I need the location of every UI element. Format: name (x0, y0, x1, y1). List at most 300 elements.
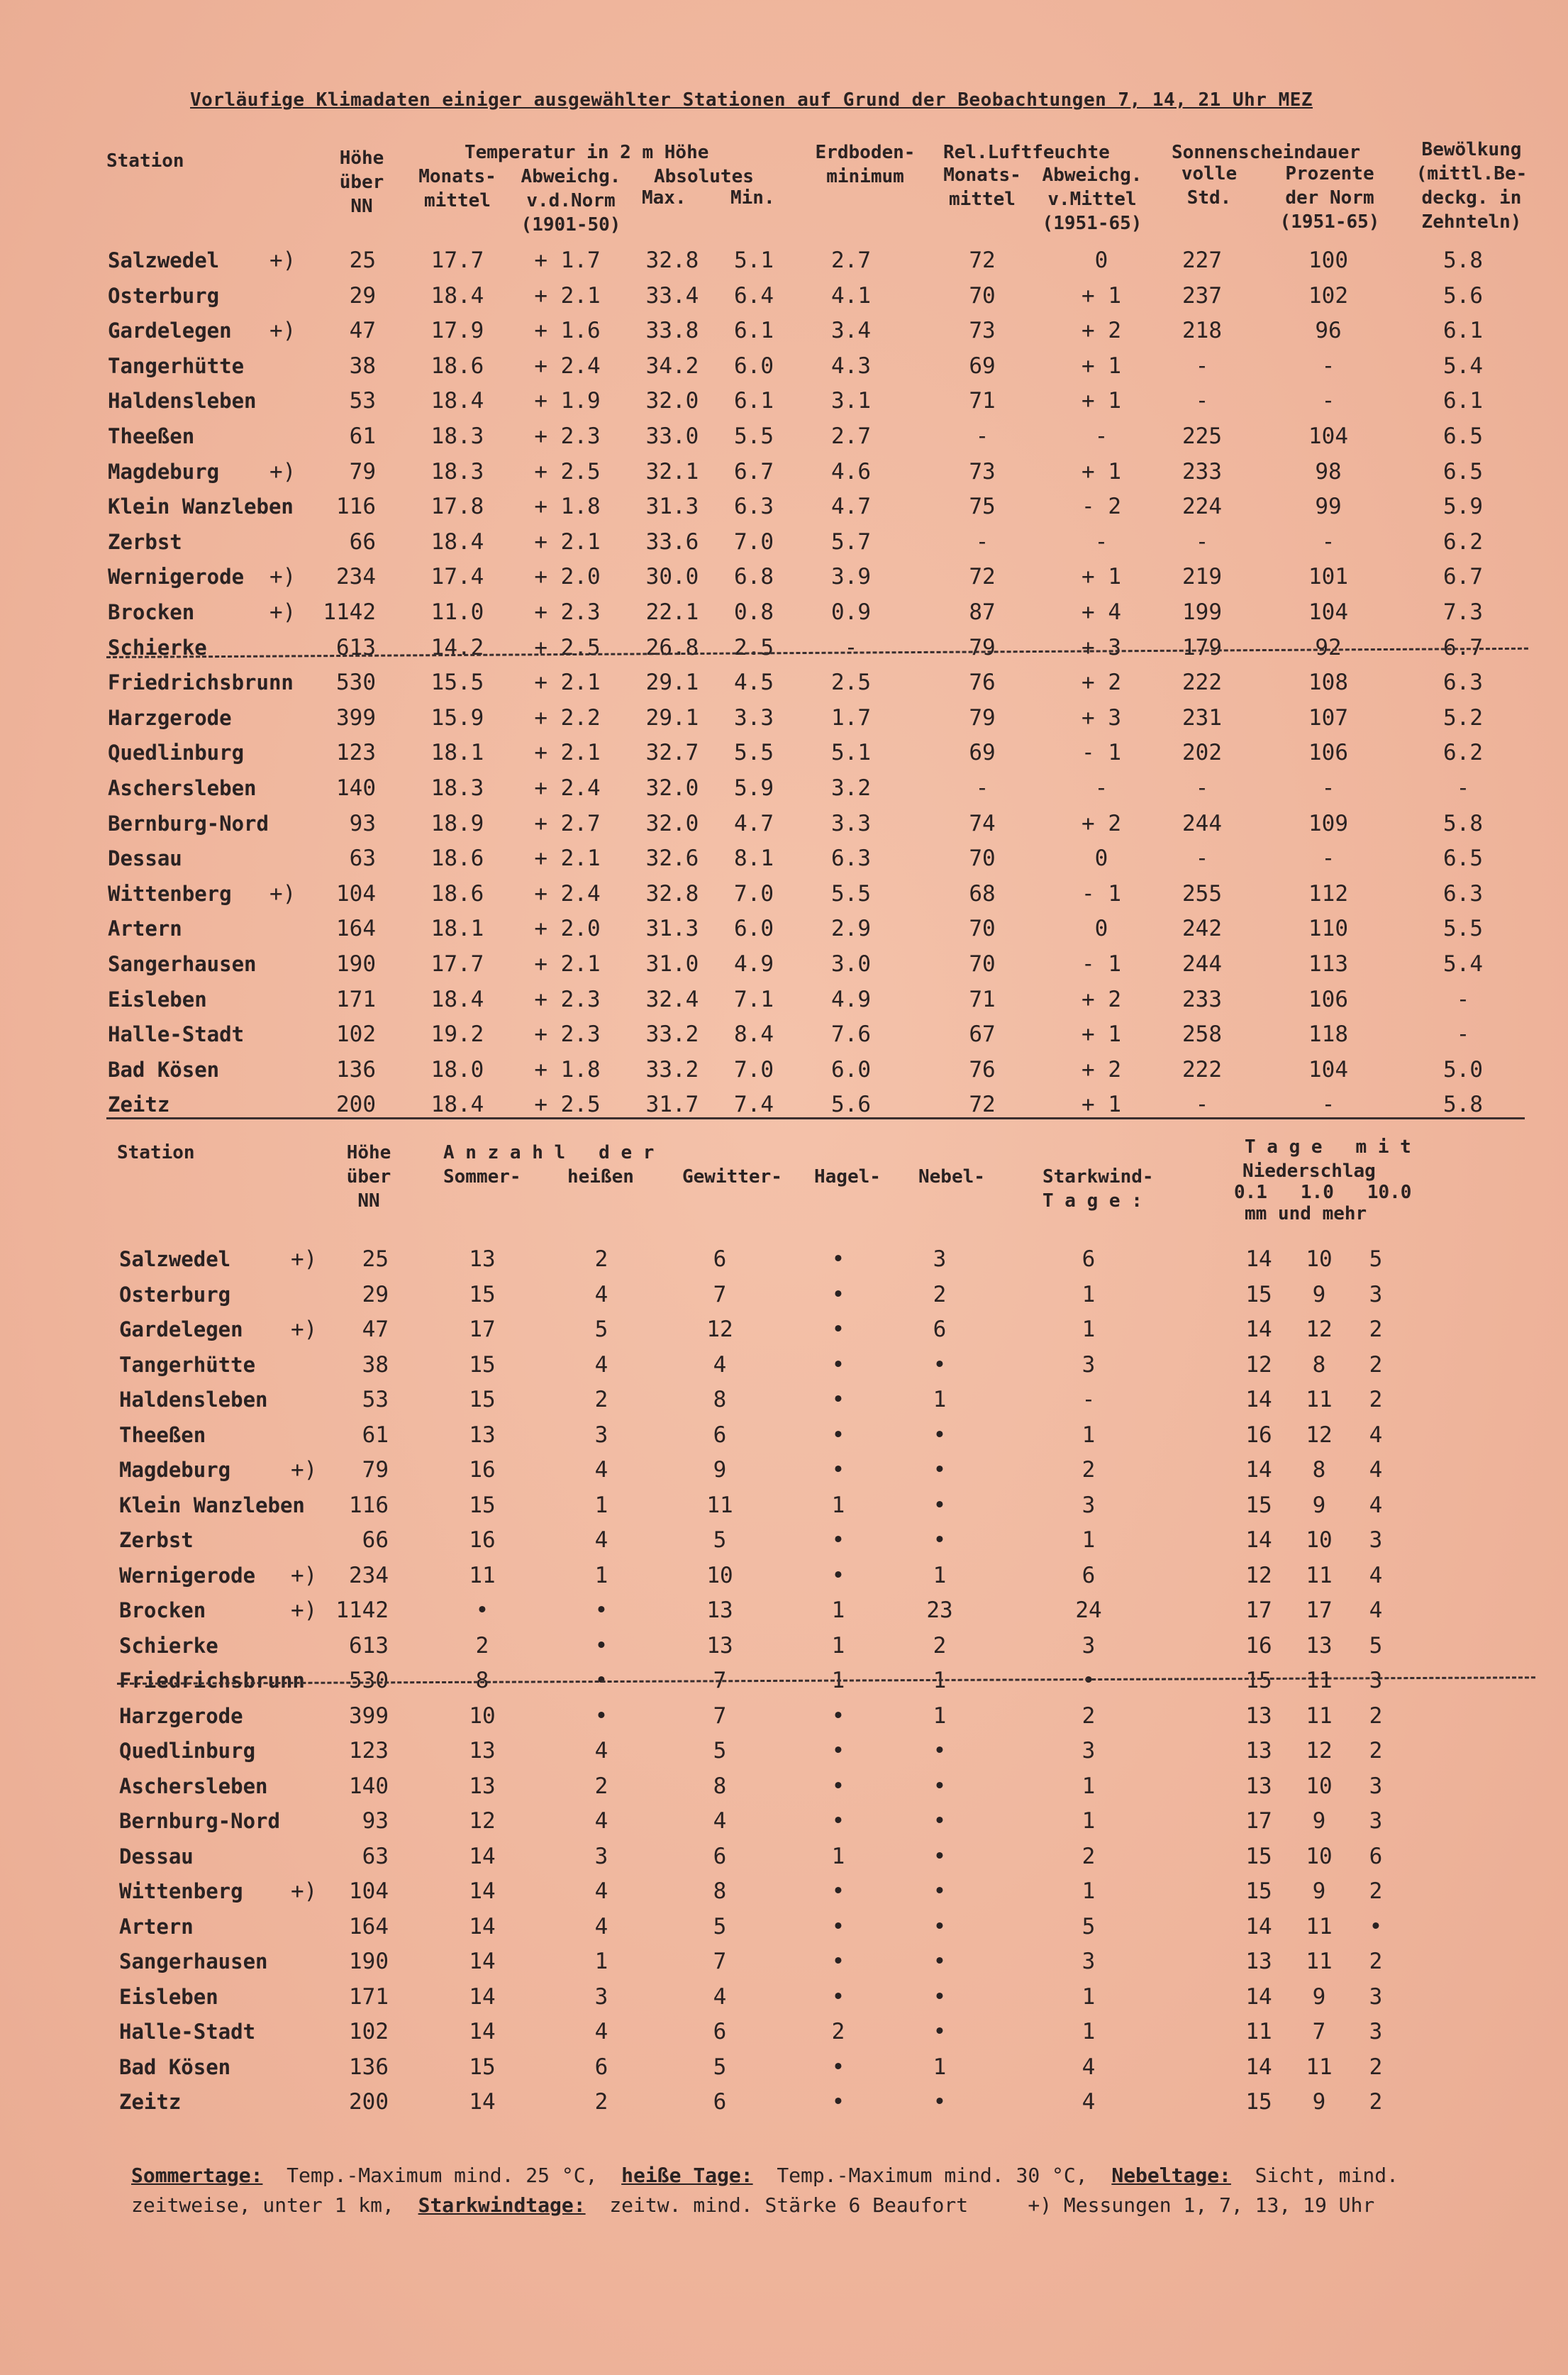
gewittertage-cell: 5 (713, 2054, 727, 2080)
monatsmittel-cell: 18.4 (430, 528, 484, 555)
min-cell: 5.9 (734, 775, 774, 801)
niederschlag-01-cell: 14 (1245, 1246, 1272, 1272)
erdboden-cell: 1.7 (831, 704, 871, 731)
abweichung-cell: + 2.0 (534, 916, 601, 942)
heisse-tage-cell: 4 (594, 2019, 608, 2044)
footnote-starkwind-text: zeitw. mind. Stärke 6 Beaufort (609, 2193, 969, 2217)
niederschlag-01-cell: 17 (1245, 1598, 1272, 1623)
feuchte-mittel-cell: 72 (969, 564, 996, 590)
niederschlag-01-cell: 14 (1245, 1527, 1272, 1553)
min-cell: 6.8 (734, 564, 774, 590)
station-name: Theeßen (119, 1422, 206, 1447)
sommertage-cell: 14 (469, 2089, 496, 2115)
footnote-messungen: +) Messungen 1, 7, 13, 19 Uhr (1028, 2193, 1375, 2217)
niederschlag-01-cell: 14 (1245, 1983, 1272, 2010)
niederschlag-100-cell: 2 (1369, 2054, 1383, 2080)
erdboden-cell: 2.7 (831, 248, 871, 273)
t2-header-schwellen: 0.1 1.0 10.0 (1234, 1182, 1412, 1203)
min-cell: 6.4 (734, 282, 774, 309)
sonne-proz-cell: 110 (1308, 916, 1348, 942)
niederschlag-10-cell: 11 (1306, 1949, 1333, 1974)
nebeltage-cell: 6 (933, 1317, 947, 1342)
niederschlag-100-cell: 3 (1369, 2019, 1383, 2044)
gewittertage-cell: 6 (713, 2089, 727, 2115)
monatsmittel-cell: 18.3 (430, 423, 484, 449)
hoehe-cell: 53 (349, 388, 376, 414)
erdboden-cell: 3.2 (831, 775, 871, 801)
t2-header-tage-mit: T a g e m i t (1245, 1136, 1411, 1158)
t1-header-sonne-group: Sonnenscheindauer (1172, 142, 1361, 163)
sommertage-cell: 11 (469, 1562, 496, 1588)
monatsmittel-cell: 18.4 (430, 1092, 484, 1118)
t1-header-bewoelkung: Bewölkung (mittl.Be- deckg. in Zehnteln) (1416, 139, 1528, 233)
nebeltage-cell: • (933, 1808, 947, 1834)
station-name: Aschersleben (119, 1773, 268, 1798)
abweichung-cell: + 2.3 (534, 986, 601, 1012)
hoehe-cell: 399 (336, 704, 376, 731)
sommertage-cell: 8 (475, 1668, 489, 1693)
abweichung-cell: + 1.7 (534, 248, 601, 273)
max-cell: 30.0 (645, 564, 699, 590)
niederschlag-100-cell: 4 (1369, 1422, 1383, 1448)
bewoelkung-cell: 6.1 (1443, 388, 1483, 414)
gewittertage-cell: 13 (706, 1632, 733, 1659)
niederschlag-01-cell: 13 (1245, 1949, 1272, 1974)
hoehe-cell: 47 (349, 318, 376, 344)
niederschlag-01-cell: 15 (1245, 1492, 1272, 1518)
bewoelkung-cell: 5.9 (1443, 494, 1483, 520)
hoehe-cell: 140 (349, 1773, 389, 1799)
niederschlag-10-cell: 10 (1306, 1527, 1333, 1553)
page-title: Vorläufige Klimadaten einiger ausgewählter Stationen auf Grund der Beobachtungen 7, 14, 21 Uhr MEZ (190, 89, 1313, 111)
nebeltage-cell: • (933, 1913, 947, 1939)
hoehe-cell: 613 (349, 1632, 389, 1659)
footnote-line2-start: zeitweise, unter 1 km, (131, 2193, 394, 2217)
station-name: Osterburg (119, 1282, 231, 1307)
station-name: Zerbst (119, 1528, 194, 1552)
erdboden-cell: 3.9 (831, 564, 871, 590)
hageltage-cell: • (831, 1983, 845, 2010)
station-name: Artern (108, 917, 182, 941)
niederschlag-01-cell: 14 (1245, 1457, 1272, 1483)
monatsmittel-cell: 18.4 (430, 986, 484, 1012)
marker-cell: +) (269, 880, 296, 907)
niederschlag-100-cell: 5 (1369, 1246, 1383, 1272)
sonne-proz-cell: 92 (1315, 634, 1342, 660)
abweichung-cell: + 1.8 (534, 1056, 601, 1083)
hoehe-cell: 190 (336, 951, 376, 977)
sonne-std-cell: 244 (1182, 810, 1222, 836)
niederschlag-10-cell: 17 (1306, 1598, 1333, 1623)
monatsmittel-cell: 18.3 (430, 458, 484, 485)
hoehe-cell: 200 (349, 2089, 389, 2115)
heisse-tage-cell: 2 (594, 1773, 608, 1799)
feuchte-mittel-cell: 72 (969, 1092, 996, 1118)
station-name: Wittenberg (108, 881, 232, 906)
heisse-tage-cell: • (594, 1632, 608, 1659)
sonne-std-cell: 224 (1182, 494, 1222, 520)
sonne-proz-cell: - (1321, 353, 1335, 379)
starkwindtage-cell: 1 (1082, 1773, 1096, 1799)
sommertage-cell: 16 (469, 1527, 496, 1553)
feuchte-mittel-cell: 79 (969, 704, 996, 731)
heisse-tage-cell: 2 (594, 2089, 608, 2115)
gewittertage-cell: 13 (706, 1598, 733, 1623)
sonne-std-cell: 237 (1182, 282, 1222, 309)
niederschlag-10-cell: 11 (1306, 1562, 1333, 1588)
t2-header-hagel: Hagel- (814, 1166, 881, 1188)
hoehe-cell: 79 (349, 458, 376, 485)
bewoelkung-cell: 5.2 (1443, 704, 1483, 731)
footnote-starkwind-label: Starkwindtage: (418, 2193, 586, 2217)
min-cell: 7.0 (734, 528, 774, 555)
bewoelkung-cell: 5.8 (1443, 810, 1483, 836)
abweichung-cell: + 2.1 (534, 951, 601, 977)
hoehe-cell: 38 (349, 353, 376, 379)
station-name: Klein Wanzleben (108, 494, 294, 519)
feuchte-mittel-cell: 70 (969, 282, 996, 309)
gewittertage-cell: 7 (713, 1703, 727, 1729)
abweichung-cell: + 2.1 (534, 670, 601, 696)
erdboden-cell: 4.3 (831, 353, 871, 379)
sonne-proz-cell: 112 (1308, 880, 1348, 907)
feuchte-abw-cell: + 1 (1082, 1022, 1121, 1048)
niederschlag-10-cell: 8 (1312, 1457, 1326, 1483)
hageltage-cell: • (831, 1913, 845, 1939)
monatsmittel-cell: 17.9 (430, 318, 484, 344)
bewoelkung-cell: 5.4 (1443, 951, 1483, 977)
abweichung-cell: + 2.3 (534, 599, 601, 625)
heisse-tage-cell: 1 (594, 1492, 608, 1518)
heisse-tage-cell: 4 (594, 1281, 608, 1307)
niederschlag-01-cell: 13 (1245, 1773, 1272, 1799)
niederschlag-10-cell: 11 (1306, 1387, 1333, 1412)
min-cell: 6.1 (734, 318, 774, 344)
feuchte-abw-cell: - 1 (1082, 740, 1121, 766)
niederschlag-100-cell: 4 (1369, 1457, 1383, 1483)
hageltage-cell: 2 (831, 2019, 845, 2044)
sonne-proz-cell: 104 (1308, 599, 1348, 625)
hoehe-cell: 102 (336, 1022, 376, 1048)
niederschlag-01-cell: 15 (1245, 1668, 1272, 1693)
sonne-std-cell: 219 (1182, 564, 1222, 590)
niederschlag-01-cell: 12 (1245, 1351, 1272, 1378)
hoehe-cell: 38 (362, 1351, 389, 1378)
starkwindtage-cell: 1 (1082, 1317, 1096, 1342)
abweichung-cell: + 2.4 (534, 353, 601, 379)
sommertage-cell: 15 (469, 1387, 496, 1412)
nebeltage-cell: • (933, 1457, 947, 1483)
monatsmittel-cell: 18.0 (430, 1056, 484, 1083)
sommertage-cell: 15 (469, 1492, 496, 1518)
hoehe-cell: 63 (349, 846, 376, 872)
nebeltage-cell: • (933, 1422, 947, 1448)
hageltage-cell: • (831, 1773, 845, 1799)
abweichung-cell: + 2.5 (534, 458, 601, 485)
niederschlag-01-cell: 15 (1245, 1281, 1272, 1307)
bewoelkung-cell: 6.2 (1443, 740, 1483, 766)
min-cell: 6.0 (734, 916, 774, 942)
station-name: Brocken (108, 600, 195, 624)
heisse-tage-cell: 4 (594, 1527, 608, 1553)
starkwindtage-cell: 1 (1082, 1808, 1096, 1834)
sonne-std-cell: 255 (1182, 880, 1222, 907)
hoehe-cell: 93 (349, 810, 376, 836)
sonne-proz-cell: 113 (1308, 951, 1348, 977)
bewoelkung-cell: - (1456, 775, 1470, 801)
hoehe-cell: 613 (336, 634, 376, 660)
feuchte-mittel-cell: - (975, 775, 989, 801)
niederschlag-100-cell: 3 (1369, 1983, 1383, 2010)
monatsmittel-cell: 18.9 (430, 810, 484, 836)
station-name: Osterburg (108, 283, 220, 308)
starkwindtage-cell: 4 (1082, 2089, 1096, 2115)
nebeltage-cell: 1 (933, 2054, 947, 2080)
starkwindtage-cell: 3 (1082, 1632, 1096, 1659)
t1-header-hoehe: Höhe über NN (339, 148, 384, 217)
monatsmittel-cell: 18.6 (430, 880, 484, 907)
gewittertage-cell: 5 (713, 1738, 727, 1764)
t1-header-feuchte-abw: Abweichg. v.Mittel (1951-65) (1042, 165, 1142, 234)
sonne-std-cell: 179 (1182, 634, 1222, 660)
starkwindtage-cell: 4 (1082, 2054, 1096, 2080)
min-cell: 2.5 (734, 634, 774, 660)
erdboden-cell: 2.7 (831, 423, 871, 449)
feuchte-abw-cell: + 2 (1082, 670, 1121, 696)
station-name: Quedlinburg (108, 741, 245, 765)
station-name: Halle-Stadt (119, 2020, 256, 2044)
t2-header-heiss: heißen (567, 1166, 634, 1188)
t1-header-feuchte-group: Rel.Luftfeuchte (943, 142, 1110, 163)
gewittertage-cell: 6 (713, 1843, 727, 1869)
niederschlag-01-cell: 16 (1245, 1422, 1272, 1448)
heisse-tage-cell: 1 (594, 1949, 608, 1974)
hoehe-cell: 530 (349, 1668, 389, 1693)
erdboden-cell: 5.6 (831, 1092, 871, 1118)
abweichung-cell: + 2.1 (534, 528, 601, 555)
erdboden-cell: 3.4 (831, 318, 871, 344)
bewoelkung-cell: 6.3 (1443, 880, 1483, 907)
feuchte-mittel-cell: 69 (969, 740, 996, 766)
starkwindtage-cell: 1 (1082, 1983, 1096, 2010)
t2-header-einheit: mm und mehr (1245, 1203, 1367, 1224)
sonne-std-cell: - (1195, 846, 1209, 872)
gewittertage-cell: 4 (713, 1808, 727, 1834)
gewittertage-cell: 6 (713, 2019, 727, 2044)
min-cell: 4.9 (734, 951, 774, 977)
marker-cell: +) (269, 318, 296, 344)
sonne-std-cell: 222 (1182, 1056, 1222, 1083)
feuchte-abw-cell: 0 (1094, 916, 1108, 942)
feuchte-abw-cell: + 1 (1082, 458, 1121, 485)
min-cell: 5.5 (734, 423, 774, 449)
station-name: Haldensleben (108, 389, 257, 414)
nebeltage-cell: • (933, 1878, 947, 1904)
min-cell: 4.5 (734, 670, 774, 696)
feuchte-abw-cell: + 1 (1082, 564, 1121, 590)
starkwindtage-cell: • (1082, 1668, 1096, 1693)
hoehe-cell: 164 (336, 916, 376, 942)
sonne-std-cell: 244 (1182, 951, 1222, 977)
hoehe-cell: 116 (336, 494, 376, 520)
feuchte-mittel-cell: 67 (969, 1022, 996, 1048)
max-cell: 32.0 (645, 775, 699, 801)
starkwindtage-cell: 2 (1082, 1457, 1096, 1483)
station-name: Zeitz (108, 1092, 170, 1117)
footnote-sommertage-text: Temp.-Maximum mind. 25 °C, (287, 2164, 598, 2187)
hoehe-cell: 29 (362, 1281, 389, 1307)
heisse-tage-cell: 4 (594, 1878, 608, 1904)
station-name: Tangerhütte (108, 353, 245, 378)
hoehe-cell: 190 (349, 1949, 389, 1974)
erdboden-cell: - (844, 634, 858, 660)
niederschlag-10-cell: 9 (1312, 1281, 1326, 1307)
sonne-proz-cell: 108 (1308, 670, 1348, 696)
min-cell: 4.7 (734, 810, 774, 836)
t1-header-sonne-proz: Prozente der Norm (1951-65) (1279, 163, 1380, 233)
heisse-tage-cell: • (594, 1703, 608, 1729)
station-name: Wernigerode (108, 565, 245, 589)
nebeltage-cell: • (933, 1983, 947, 2010)
starkwindtage-cell: 5 (1082, 1913, 1096, 1939)
bewoelkung-cell: 6.7 (1443, 564, 1483, 590)
erdboden-cell: 4.1 (831, 282, 871, 309)
min-cell: 8.1 (734, 846, 774, 872)
monatsmittel-cell: 18.1 (430, 740, 484, 766)
hageltage-cell: • (831, 1457, 845, 1483)
hoehe-cell: 104 (349, 1878, 389, 1904)
niederschlag-100-cell: 2 (1369, 1949, 1383, 1974)
hageltage-cell: • (831, 1246, 845, 1272)
feuchte-abw-cell: - (1094, 775, 1108, 801)
gewittertage-cell: 4 (713, 1983, 727, 2010)
niederschlag-01-cell: 17 (1245, 1808, 1272, 1834)
nebeltage-cell: • (933, 1843, 947, 1869)
sommertage-cell: 14 (469, 1878, 496, 1904)
station-name: Sangerhausen (108, 952, 257, 976)
hageltage-cell: • (831, 1387, 845, 1412)
heisse-tage-cell: 3 (594, 1843, 608, 1869)
sonne-proz-cell: - (1321, 1092, 1335, 1118)
hageltage-cell: • (831, 1317, 845, 1342)
t2-header-sommer: Sommer- (443, 1166, 521, 1188)
min-cell: 5.1 (734, 248, 774, 273)
sommertage-cell: 13 (469, 1773, 496, 1799)
hoehe-cell: 66 (362, 1527, 389, 1553)
max-cell: 32.7 (645, 740, 699, 766)
sonne-proz-cell: 101 (1308, 564, 1348, 590)
heisse-tage-cell: 2 (594, 1387, 608, 1412)
nebeltage-cell: 1 (933, 1668, 947, 1693)
sonne-proz-cell: - (1321, 388, 1335, 414)
abweichung-cell: + 2.0 (534, 564, 601, 590)
feuchte-mittel-cell: 79 (969, 634, 996, 660)
bewoelkung-cell: 5.8 (1443, 1092, 1483, 1118)
monatsmittel-cell: 18.1 (430, 916, 484, 942)
feuchte-abw-cell: + 4 (1082, 599, 1121, 625)
hoehe-cell: 61 (349, 423, 376, 449)
hageltage-cell: • (831, 2054, 845, 2080)
feuchte-mittel-cell: 70 (969, 846, 996, 872)
sonne-std-cell: - (1195, 353, 1209, 379)
min-cell: 6.3 (734, 494, 774, 520)
bewoelkung-cell: 5.8 (1443, 248, 1483, 273)
starkwindtage-cell: 1 (1082, 2019, 1096, 2044)
niederschlag-01-cell: 13 (1245, 1703, 1272, 1729)
bewoelkung-cell: 6.7 (1443, 634, 1483, 660)
station-name: Zeitz (119, 2090, 182, 2114)
niederschlag-100-cell: 2 (1369, 1703, 1383, 1729)
station-name: Salzwedel (108, 248, 220, 272)
feuchte-abw-cell: - (1094, 528, 1108, 555)
erdboden-cell: 7.6 (831, 1022, 871, 1048)
hoehe-cell: 63 (362, 1843, 389, 1869)
hageltage-cell: 1 (831, 1492, 845, 1518)
station-name: Zerbst (108, 529, 182, 554)
sonne-proz-cell: - (1321, 846, 1335, 872)
erdboden-cell: 5.7 (831, 528, 871, 555)
starkwindtage-cell: - (1082, 1387, 1096, 1412)
niederschlag-100-cell: 2 (1369, 1387, 1383, 1412)
hageltage-cell: • (831, 1281, 845, 1307)
hageltage-cell: • (831, 1351, 845, 1378)
station-name: Eisleben (119, 1984, 218, 2009)
max-cell: 29.1 (645, 704, 699, 731)
feuchte-mittel-cell: 70 (969, 951, 996, 977)
niederschlag-10-cell: 12 (1306, 1317, 1333, 1342)
nebeltage-cell: • (933, 1738, 947, 1764)
station-name: Bad Kösen (108, 1057, 220, 1082)
sommertage-cell: 15 (469, 1281, 496, 1307)
erdboden-cell: 4.7 (831, 494, 871, 520)
station-name: Schierke (108, 635, 207, 660)
niederschlag-100-cell: 2 (1369, 1738, 1383, 1764)
feuchte-mittel-cell: 71 (969, 986, 996, 1012)
min-cell: 7.1 (734, 986, 774, 1012)
sonne-std-cell: 227 (1182, 248, 1222, 273)
t2-header-station: Station (117, 1142, 195, 1163)
niederschlag-10-cell: 9 (1312, 1492, 1326, 1518)
heisse-tage-cell: 4 (594, 1808, 608, 1834)
erdboden-cell: 5.5 (831, 880, 871, 907)
niederschlag-100-cell: 2 (1369, 1351, 1383, 1378)
feuchte-abw-cell: + 1 (1082, 282, 1121, 309)
niederschlag-100-cell: 4 (1369, 1598, 1383, 1623)
niederschlag-100-cell: 3 (1369, 1773, 1383, 1799)
sonne-std-cell: - (1195, 775, 1209, 801)
station-name: Theeßen (108, 424, 195, 448)
heisse-tage-cell: 4 (594, 1913, 608, 1939)
t2-header-gewitter: Gewitter- (682, 1166, 782, 1188)
sonne-proz-cell: 102 (1308, 282, 1348, 309)
hoehe-cell: 171 (336, 986, 376, 1012)
gewittertage-cell: 5 (713, 1913, 727, 1939)
sommertage-cell: 16 (469, 1457, 496, 1483)
sommertage-cell: 17 (469, 1317, 496, 1342)
niederschlag-100-cell: 3 (1369, 1808, 1383, 1834)
nebeltage-cell: 1 (933, 1387, 947, 1412)
t1-header-absolutes: Absolutes (654, 166, 754, 187)
niederschlag-10-cell: 11 (1306, 1668, 1333, 1693)
gewittertage-cell: 8 (713, 1387, 727, 1412)
hoehe-cell: 234 (349, 1562, 389, 1588)
t1-header-station: Station (106, 150, 184, 172)
min-cell: 5.5 (734, 740, 774, 766)
feuchte-mittel-cell: 76 (969, 1056, 996, 1083)
niederschlag-01-cell: 15 (1245, 2089, 1272, 2115)
niederschlag-100-cell: 2 (1369, 1317, 1383, 1342)
heisse-tage-cell: 5 (594, 1317, 608, 1342)
